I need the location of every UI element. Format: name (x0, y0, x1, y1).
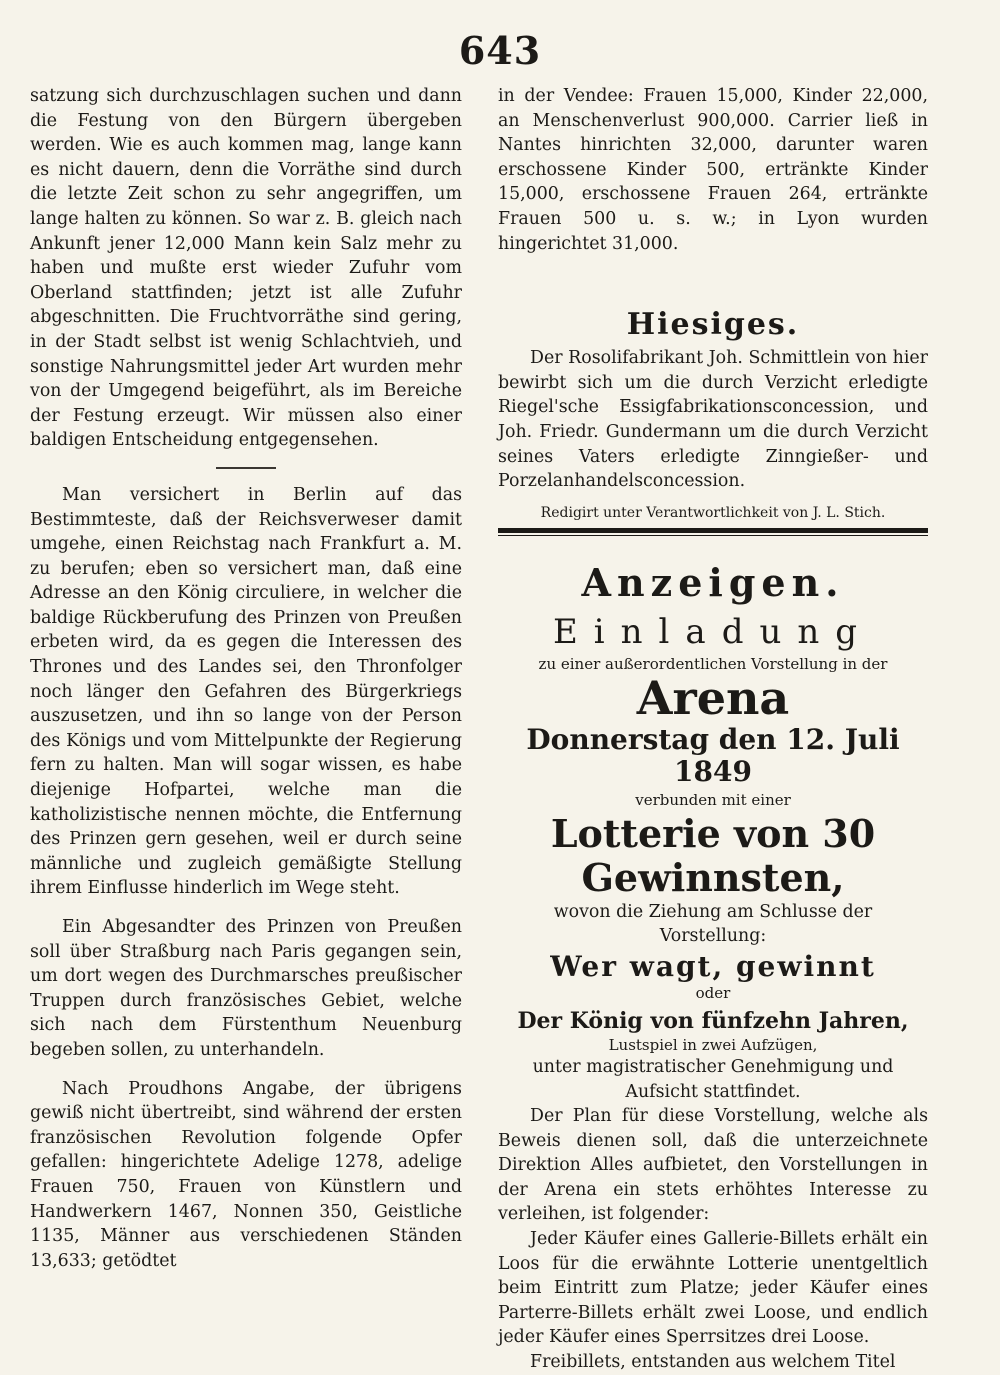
editor-line: Redigirt unter Verantwortlichkeit von J. L. Stich. (540, 504, 886, 521)
ad-paragraph: Der Plan für diese Vorstellung, welche als Beweis dienen soll, daß die unterzeichnete Direktion Alles aufbietet, den Vorstellungen in der Arena ein stets erhöhtes Interesse zu verleihen, ist folgender: (498, 1106, 928, 1225)
venue-name: Arena (636, 670, 790, 725)
article-paragraph: satzung sich durchzuschlagen suchen und dann die Festung von den Bürgern übergeben werden. Wie es auch kommen mag, lange kann es nicht dauern, denn die Vorräthe sind durch die letzte Zeit schon zu sehr angegriffen, um lange halten zu können. So war z. B. gleich nach Ankunft jener 12,000 Mann kein Salz mehr zu haben und mußte erst wieder Zufuhr vom Oberland stattfinden; jetzt ist alle Zufuhr abgeschnitten. Die Fruchtvorräthe sind gering, in der Stadt selbst ist wenig Schlachtvieh, und sonstige Nahrungsmittel jeder Art wurden mehr von der Umgegend beigeführt, als im Bereiche der Festung erzeugt. Wir müssen also einer baldigen Entscheidung entgegensehen. (30, 86, 462, 451)
left-column (30, 84, 462, 1273)
local-news-paragraph: Der Rosolifabrikant Joh. Schmittlein von hier bewirbt sich um die durch Verzicht erledigte Riegel'sche Essigfabrikationsconcession, und Joh. Friedr. Gundermann um die durch Verzicht seines Vaters erledigte Zinngießer- und Porzelanhandelsconcession. (498, 348, 928, 492)
invitation-heading: Einladung (552, 611, 874, 652)
connector-oder: oder (695, 983, 731, 1002)
drawing-note: wovon die Ziehung am Schlusse der Vorstellung: (553, 901, 873, 947)
play-title: Wer wagt, gewinnt (550, 949, 876, 983)
article-continuation: in der Vendee: Frauen 15,000, Kinder 22,000, an Menschenverlust 900,000. Carrier ließ in Nantes hinrichten 32,000, darunter waren erschossene Kinder 500, ertränkte Kinder 15,000, erschossene Frauen 264, ertränkte Frauen 500 u. s. w.; in Lyon wurden hingerichtet 31,000. (498, 86, 928, 254)
section-heading-anzeigen: Anzeigen. (581, 559, 845, 605)
article-paragraph: Nach Proudhons Angabe, der übrigens gewiß nicht übertreibt, sind während der ersten französischen Revolution folgende Opfer gefallen: hingerichtete Adelige 1278, adelige Frauen 750, Frauen von Künstlern und Handwerkern 1467, Nonnen 350, Geistliche 1135, Männer aus verschiedenen Ständen 13,633; getödtet (30, 1078, 462, 1271)
invitation-subtitle: zu einer außerordentlichen Vorstellung in der (538, 654, 888, 673)
article-paragraph: Man versichert in Berlin auf das Bestimmteste, daß der Reichsverweser damit umgehe, einen Reichstag nach Frankfurt a. M. zu berufen; eben so versichert man, daß eine Adresse an den König circuliere, in welcher die baldige Rückberufung des Prinzen von Preußen erbeten wird, da es gegen die Interessen des Thrones und des Landes sei, den Thronfolger noch länger den Gefahren des Bürgerkriegs auszusetzen, und ihn so lange von der Person des Königs und vom Mittelpunkte der Regierung fern zu halten. Man will sogar wissen, es habe diejenige Hofpartei, welche man die katholizistische nennen möchte, die Entfernung des Prinzen gern gesehen, weil er durch seine männliche und zugleich gemäßigte Stellung ihrem Einflusse hinderlich im Wege steht. (30, 484, 462, 899)
permission-note: unter magistratischer Genehmigung und Aufsicht stattfindet. (532, 1056, 894, 1102)
event-date: Donnerstag den 12. Juli 1849 (526, 722, 900, 788)
play-genre: Lustspiel in zwei Aufzügen, (608, 1035, 818, 1054)
play-subtitle: Der König von fünfzehn Jahren, (517, 1007, 909, 1034)
separator (216, 467, 276, 469)
thin-rule (498, 535, 928, 536)
article-paragraph: Ein Abgesandter des Prinzen von Preußen soll über Straßburg nach Paris gegangen sein, um dort wegen des Durchmarsches preußischer Truppen durch französisches Gebiet, welche sich nach dem Fürstenthum Neuenburg begeben sollen, zu unterhandeln. (30, 917, 462, 1060)
section-heading-hiesiges: Hiesiges. (626, 307, 800, 343)
right-column (498, 84, 928, 1375)
lottery-heading: Lotterie von 30 Gewinnsten, (550, 810, 876, 900)
page-number: 643 (458, 28, 542, 73)
ad-paragraph: Jeder Käufer eines Gallerie-Billets erhält ein Loos für die erwähnte Lotterie unentgeltlich beim Eintritt zum Platze; jeder Käufer eines Parterre-Billets erhält zwei Loose, und endlich jeder Käufer eines Sperrsitzes drei Loose. (498, 1229, 928, 1348)
thick-rule (498, 528, 928, 533)
connector-text: verbunden mit einer (635, 790, 791, 809)
ad-paragraph: Freibillets, entstanden aus welchem Titel (530, 1352, 896, 1373)
